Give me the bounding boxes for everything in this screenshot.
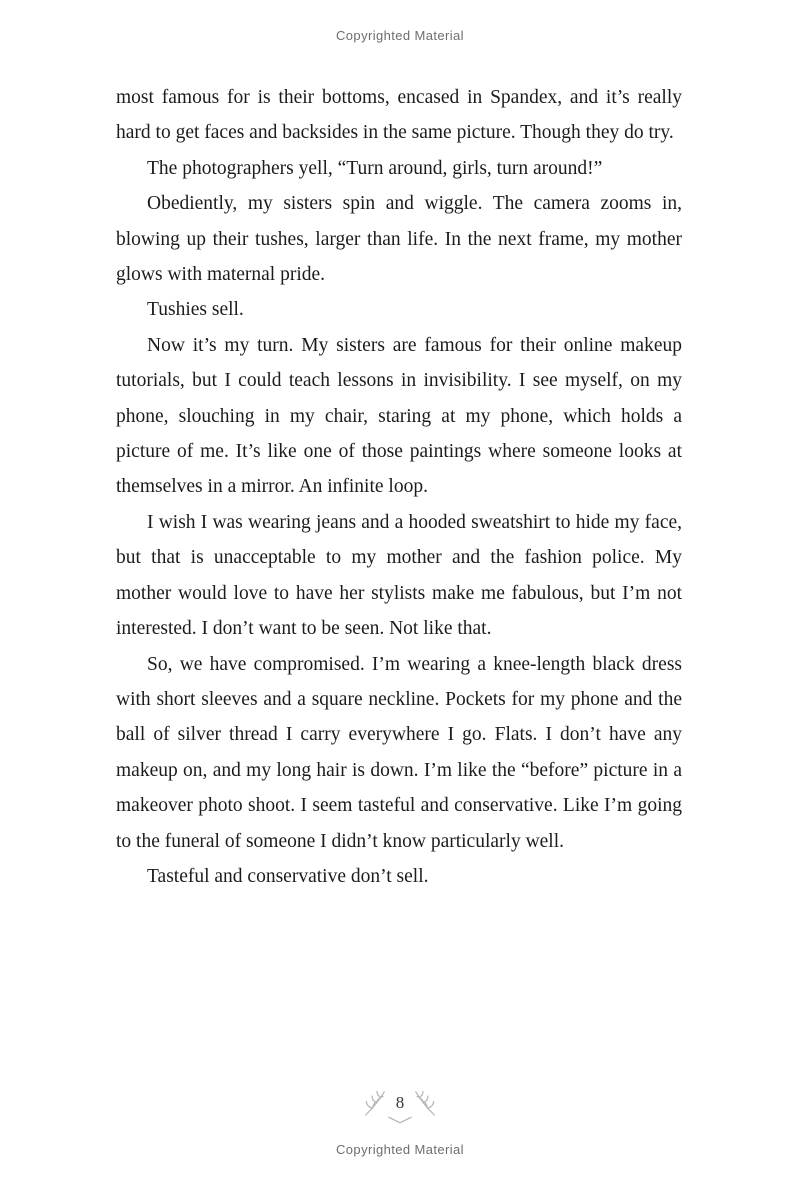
laurel-left-icon <box>363 1089 387 1117</box>
paragraph: most famous for is their bottoms, encased in Spandex, and it’s really hard to get faces and backsides in the same picture. Though they do try. <box>116 87 682 144</box>
page-number-ornament <box>0 1089 800 1125</box>
body-text <box>116 80 682 894</box>
paragraph: The photographers yell, “Turn around, girls, turn around!” <box>147 157 603 179</box>
laurel-right-icon <box>413 1089 437 1117</box>
paragraph: Obediently, my sisters spin and wiggle. The camera zooms in, blowing up their tushes, larger than life. In the next frame, my mother glows with maternal pride. <box>116 193 682 286</box>
ornament-row <box>363 1089 438 1117</box>
copyright-notice-top: Copyrighted Material <box>336 28 464 43</box>
copyright-notice-bottom: Copyrighted Material <box>336 1142 464 1157</box>
paragraph: Tushies sell. <box>147 299 244 321</box>
paragraph: I wish I was wearing jeans and a hooded sweatshirt to hide my face, but that is unacceptable to my mother and the fashion police. My mother would love to have her stylists make me fabulous, but I’m not interested. I don’t want to be seen. Not like that. <box>116 511 682 640</box>
paragraph: Tasteful and conservative don’t sell. <box>147 865 429 887</box>
flourish-chevron-icon <box>386 1117 414 1125</box>
page-number: 8 <box>395 1093 405 1112</box>
paragraph: So, we have compromised. I’m wearing a knee-length black dress with short sleeves and a square neckline. Pockets for my phone and the ball of silver thread I carry everywhere I go. Flats. I don’t have any makeup on, and my long hair is down. I’m like the “before” picture in a makeover photo shoot. I seem tasteful and conservative. Like I’m going to the funeral of someone I didn’t know particularly well. <box>116 653 682 852</box>
paragraph: Now it’s my turn. My sisters are famous for their online makeup tutorials, but I could teach lessons in invisibility. I see myself, on my phone, slouching in my chair, staring at my phone, which holds a picture of me. It’s like one of those paintings where someone looks at themselves in a mirror. An infinite loop. <box>116 334 682 498</box>
